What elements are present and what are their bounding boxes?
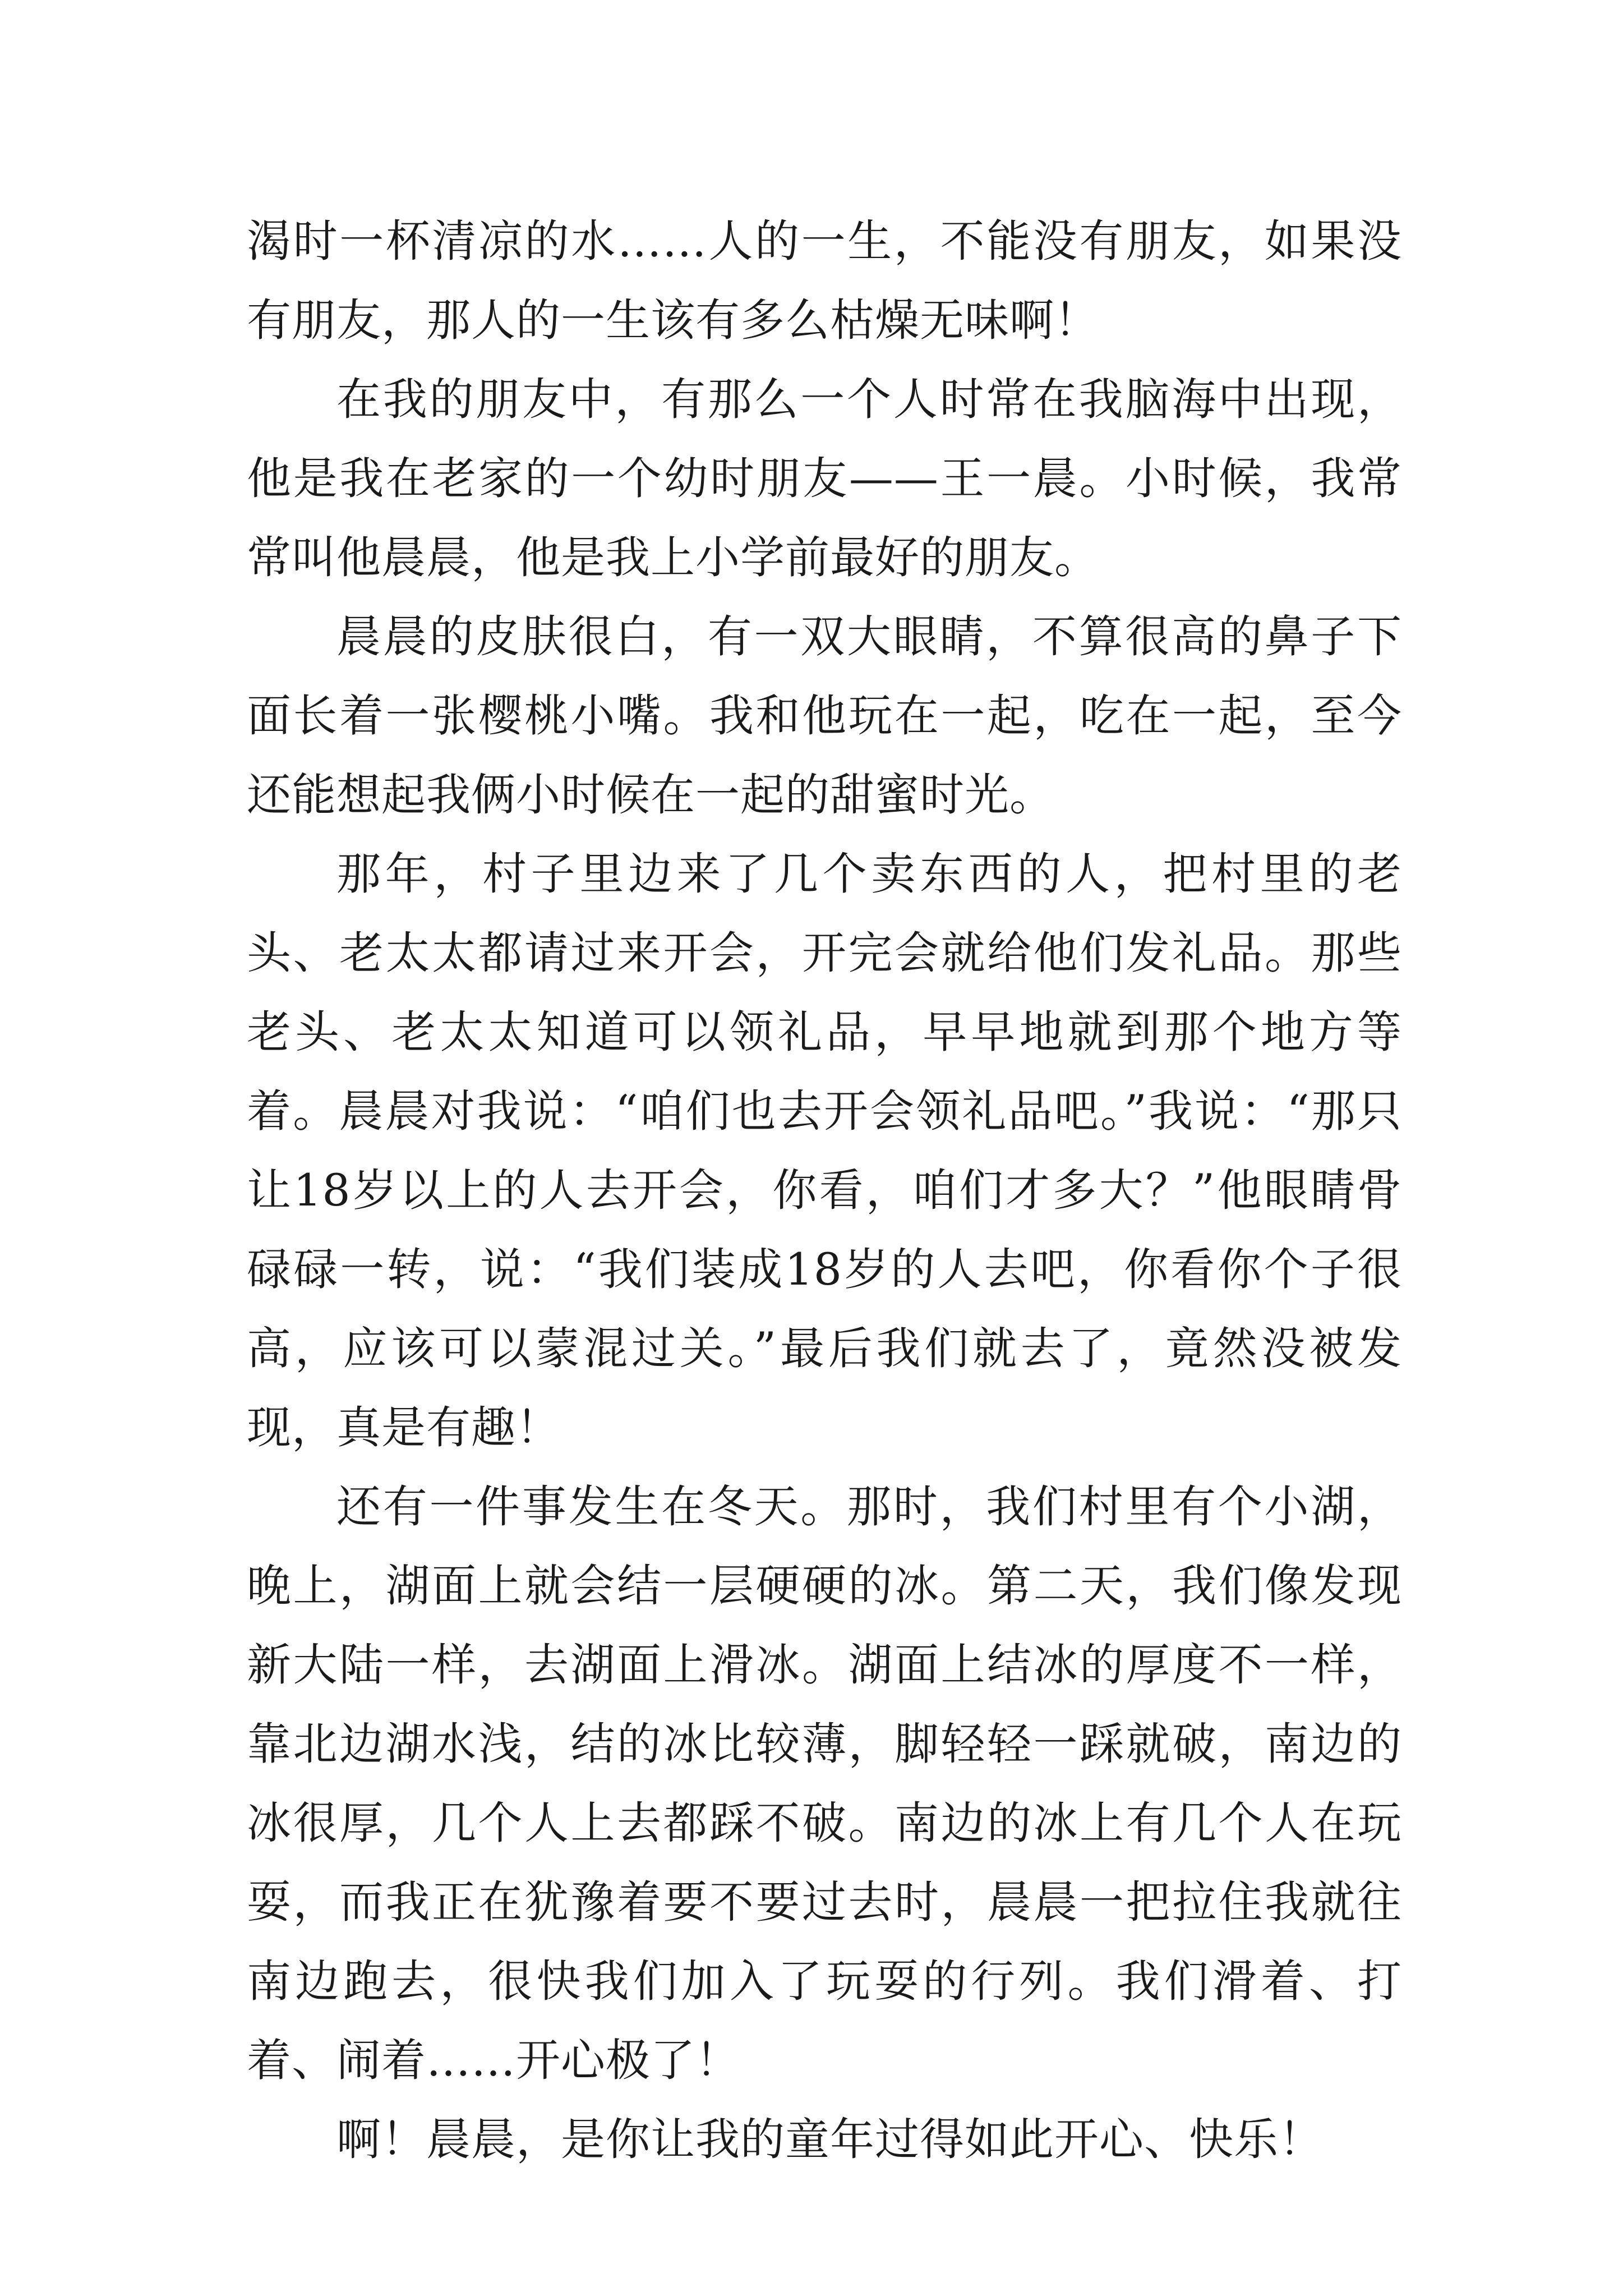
paragraph-6: 啊！晨晨，是你让我的童年过得如此开心、快乐！ — [336, 2114, 1324, 2165]
paragraph-5: 还有一件事发生在冬天。那时，我们村里有个小湖，晚上，湖面上就会结一层硬硬的冰。第二天，我们像发现新大陆一样，去湖面上滑冰。湖面上结冰的厚度不一样，靠北边湖水浅，结的冰比较薄，脚轻轻一踩就破，南边的冰很厚，几个人上去都踩不破。南边的冰上有几个人在玩耍，而我正在犹豫着要不要过去时，晨晨一把拉住我就往南边跑去，很快我们加入了玩耍的行列。我们滑着、打着、闹着……开心极了！ — [247, 1481, 1402, 2086]
paragraph-1: 渴时一杯清凉的水……人的一生，不能没有朋友，如果没有朋友，那人的一生该有多么枯燥无味啊！ — [247, 215, 1402, 346]
paragraph-4: 那年，村子里边来了几个卖东西的人，把村里的老头、老太太都请过来开会，开完会就给他们发礼品。那些老头、老太太知道可以领礼品，早早地就到那个地方等着。晨晨对我说：“咱们也去开会领礼品吧。”我说：“那只让18岁以上的人去开会，你看，咱们才多大？”他眼睛骨碌碌一转，说：“我们装成18岁的人去吧，你看你个子很高，应该可以蒙混过关。”最后我们就去了，竟然没被发现，真是有趣！ — [247, 848, 1402, 1453]
essay-body — [247, 202, 1402, 2179]
paragraph-3: 晨晨的皮肤很白，有一双大眼睛，不算很高的鼻子下面长着一张樱桃小嘴。我和他玩在一起，吃在一起，至今还能想起我俩小时候在一起的甜蜜时光。 — [247, 611, 1402, 821]
paragraph-2: 在我的朋友中，有那么一个人时常在我脑海中出现，他是我在老家的一个幼时朋友——王一晨。小时候，我常常叫他晨晨，他是我上小学前最好的朋友。 — [247, 374, 1402, 583]
